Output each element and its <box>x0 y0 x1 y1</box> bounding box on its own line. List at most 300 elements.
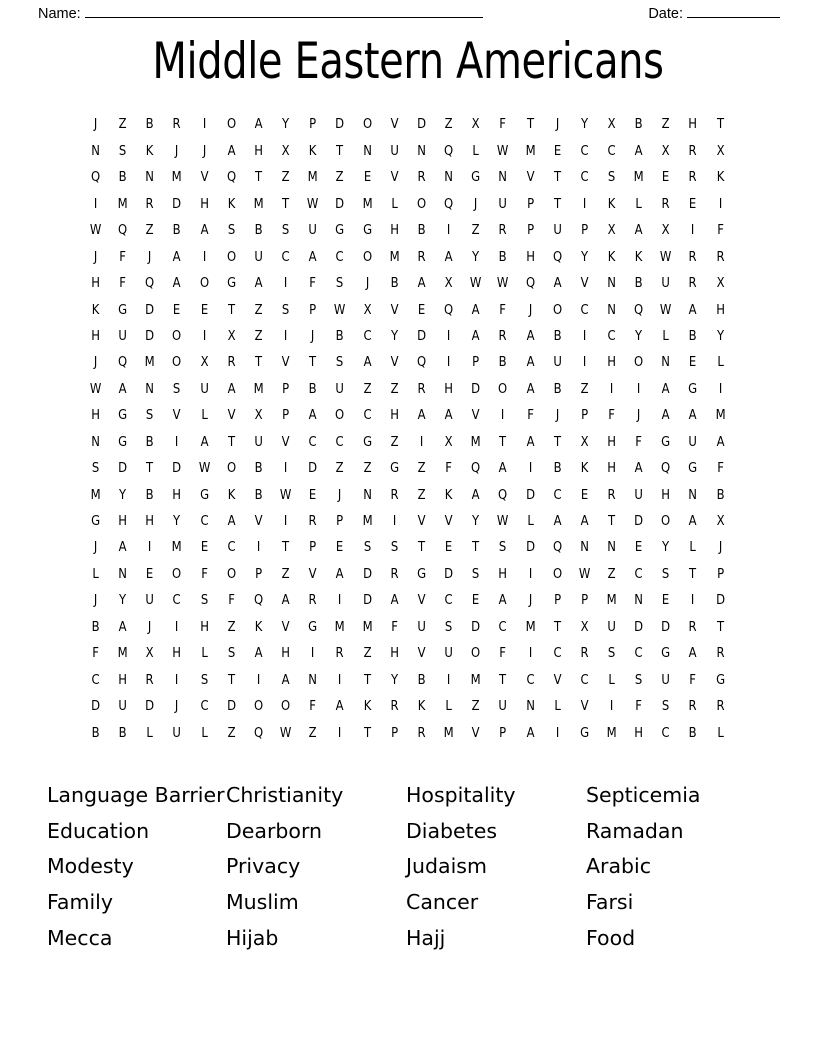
grid-cell[interactable]: E <box>553 142 561 159</box>
grid-cell[interactable]: R <box>716 645 725 662</box>
grid-cell[interactable]: J <box>528 592 532 609</box>
grid-cell[interactable]: M <box>117 195 128 212</box>
grid-cell[interactable]: M <box>715 407 726 424</box>
grid-cell[interactable]: R <box>688 275 698 292</box>
grid-cell[interactable]: I <box>555 724 559 741</box>
grid-cell[interactable]: D <box>145 698 155 715</box>
grid-cell[interactable]: B <box>390 275 399 292</box>
grid-cell[interactable]: E <box>417 301 426 318</box>
grid-cell[interactable]: R <box>308 592 317 609</box>
grid-cell[interactable]: X <box>471 116 480 133</box>
grid-cell[interactable]: J <box>718 539 722 556</box>
grid-cell[interactable]: F <box>309 275 317 292</box>
grid-cell[interactable]: T <box>553 433 561 450</box>
grid-cell[interactable]: G <box>308 618 318 635</box>
grid-cell[interactable]: A <box>634 142 643 159</box>
grid-cell[interactable]: K <box>91 301 100 318</box>
grid-cell[interactable]: G <box>199 486 209 503</box>
grid-cell[interactable]: E <box>200 539 208 556</box>
grid-cell[interactable]: Y <box>580 248 588 265</box>
grid-cell[interactable]: V <box>308 565 317 582</box>
grid-cell[interactable]: X <box>281 142 290 159</box>
word-list-item[interactable]: Food <box>586 926 636 951</box>
grid-cell[interactable]: N <box>607 539 616 556</box>
grid-cell[interactable]: T <box>227 433 235 450</box>
word-list-item[interactable]: Language Barrier <box>47 782 225 807</box>
grid-cell[interactable]: W <box>497 513 509 530</box>
grid-cell[interactable]: O <box>552 565 562 582</box>
grid-cell[interactable]: Q <box>253 592 264 609</box>
grid-cell[interactable]: J <box>93 592 98 609</box>
grid-cell[interactable]: K <box>417 698 426 715</box>
grid-cell[interactable]: U <box>444 645 453 662</box>
grid-cell[interactable]: K <box>227 195 236 212</box>
grid-cell[interactable]: S <box>390 539 398 556</box>
grid-cell[interactable]: R <box>227 354 236 371</box>
grid-cell[interactable]: J <box>175 142 179 159</box>
grid-cell[interactable]: I <box>311 645 315 662</box>
grid-cell[interactable]: W <box>89 222 102 239</box>
grid-cell[interactable]: Q <box>661 460 671 477</box>
grid-cell[interactable]: F <box>635 433 643 450</box>
grid-cell[interactable]: P <box>309 301 317 318</box>
grid-cell[interactable]: Z <box>308 724 317 741</box>
grid-cell[interactable]: V <box>444 513 453 530</box>
word-list-item[interactable]: Arabic <box>586 854 651 879</box>
grid-cell[interactable]: I <box>446 327 451 344</box>
grid-cell[interactable]: B <box>173 222 182 239</box>
grid-cell[interactable]: D <box>416 116 426 133</box>
grid-cell[interactable]: M <box>525 142 536 159</box>
grid-cell[interactable]: S <box>227 645 236 662</box>
grid-cell[interactable]: Y <box>390 671 398 688</box>
grid-cell[interactable]: G <box>118 407 128 424</box>
grid-cell[interactable]: P <box>580 592 588 609</box>
grid-cell[interactable]: W <box>279 486 292 503</box>
grid-cell[interactable]: K <box>444 486 453 503</box>
grid-cell[interactable]: A <box>498 592 507 609</box>
grid-cell[interactable]: Z <box>471 222 480 239</box>
grid-cell[interactable]: H <box>199 195 209 212</box>
grid-cell[interactable]: A <box>254 116 263 133</box>
grid-cell[interactable]: U <box>634 486 643 503</box>
grid-cell[interactable]: H <box>607 433 616 450</box>
grid-cell[interactable]: M <box>172 169 183 186</box>
grid-cell[interactable]: B <box>634 116 643 133</box>
grid-cell[interactable]: F <box>119 248 127 265</box>
grid-cell[interactable]: A <box>689 301 697 318</box>
grid-cell[interactable]: V <box>281 433 290 450</box>
grid-cell[interactable]: P <box>553 592 561 609</box>
grid-cell[interactable]: A <box>281 592 290 609</box>
grid-cell[interactable]: U <box>118 327 127 344</box>
grid-cell[interactable]: R <box>417 169 426 186</box>
grid-cell[interactable]: P <box>580 407 588 424</box>
grid-cell[interactable]: A <box>200 433 209 450</box>
grid-cell[interactable]: T <box>363 724 371 741</box>
grid-cell[interactable]: A <box>308 248 317 265</box>
grid-cell[interactable]: Q <box>118 222 128 239</box>
grid-cell[interactable]: N <box>362 142 372 159</box>
grid-cell[interactable]: U <box>199 380 209 397</box>
grid-cell[interactable]: J <box>365 275 369 292</box>
grid-cell[interactable]: C <box>335 248 345 265</box>
grid-cell[interactable]: C <box>363 407 372 424</box>
grid-cell[interactable]: Y <box>662 539 670 556</box>
grid-cell[interactable]: R <box>607 486 616 503</box>
grid-cell[interactable]: R <box>688 618 698 635</box>
grid-cell[interactable]: S <box>146 407 154 424</box>
grid-cell[interactable]: M <box>362 618 373 635</box>
grid-cell[interactable]: F <box>499 301 507 318</box>
grid-cell[interactable]: B <box>145 433 154 450</box>
grid-cell[interactable]: M <box>144 354 155 371</box>
grid-cell[interactable]: A <box>471 486 480 503</box>
grid-cell[interactable]: F <box>499 645 507 662</box>
grid-cell[interactable]: T <box>553 169 561 186</box>
grid-cell[interactable]: P <box>282 407 290 424</box>
grid-cell[interactable]: B <box>145 486 154 503</box>
grid-cell[interactable]: Y <box>635 327 643 344</box>
grid-cell[interactable]: C <box>227 539 236 556</box>
grid-cell[interactable]: M <box>633 169 644 186</box>
grid-cell[interactable]: P <box>282 380 290 397</box>
grid-cell[interactable]: S <box>91 460 100 477</box>
grid-cell[interactable]: A <box>444 407 453 424</box>
grid-cell[interactable]: G <box>362 222 372 239</box>
grid-cell[interactable]: U <box>118 698 127 715</box>
grid-cell[interactable]: J <box>474 195 478 212</box>
grid-cell[interactable]: I <box>582 354 587 371</box>
grid-cell[interactable]: Y <box>472 513 480 530</box>
grid-cell[interactable]: A <box>526 354 535 371</box>
grid-cell[interactable]: D <box>335 116 345 133</box>
grid-cell[interactable]: E <box>363 169 371 186</box>
grid-cell[interactable]: R <box>417 380 426 397</box>
grid-cell[interactable]: J <box>555 407 559 424</box>
grid-cell[interactable]: M <box>172 539 183 556</box>
grid-cell[interactable]: V <box>173 407 182 424</box>
grid-cell[interactable]: D <box>634 513 644 530</box>
grid-cell[interactable]: I <box>718 380 722 397</box>
grid-cell[interactable]: L <box>526 513 534 530</box>
grid-cell[interactable]: C <box>634 565 643 582</box>
grid-cell[interactable]: J <box>338 486 342 503</box>
grid-cell[interactable]: R <box>308 513 317 530</box>
grid-cell[interactable]: J <box>311 327 315 344</box>
grid-cell[interactable]: E <box>580 486 589 503</box>
grid-cell[interactable]: M <box>606 724 617 741</box>
grid-cell[interactable]: Z <box>363 380 372 397</box>
grid-cell[interactable]: T <box>254 169 263 186</box>
grid-cell[interactable]: C <box>580 301 589 318</box>
grid-cell[interactable]: L <box>391 195 398 212</box>
grid-cell[interactable]: R <box>661 195 670 212</box>
grid-cell[interactable]: R <box>390 565 399 582</box>
word-list-item[interactable]: Ramadan <box>586 818 684 843</box>
grid-cell[interactable]: O <box>661 513 671 530</box>
grid-cell[interactable]: G <box>118 433 128 450</box>
grid-cell[interactable]: P <box>309 116 317 133</box>
grid-cell[interactable]: E <box>146 565 154 582</box>
grid-cell[interactable]: H <box>172 645 182 662</box>
grid-cell[interactable]: F <box>309 698 317 715</box>
grid-cell[interactable]: D <box>444 565 454 582</box>
grid-cell[interactable]: U <box>688 433 698 450</box>
grid-cell[interactable]: Y <box>173 513 181 530</box>
grid-cell[interactable]: J <box>93 354 98 371</box>
grid-cell[interactable]: V <box>580 698 589 715</box>
grid-cell[interactable]: G <box>715 671 725 688</box>
grid-cell[interactable]: I <box>202 248 206 265</box>
grid-cell[interactable]: A <box>661 407 670 424</box>
grid-cell[interactable]: A <box>526 380 535 397</box>
grid-cell[interactable]: B <box>498 354 507 371</box>
grid-cell[interactable]: L <box>716 724 724 741</box>
grid-cell[interactable]: T <box>282 195 290 212</box>
grid-cell[interactable]: F <box>608 407 615 424</box>
grid-cell[interactable]: M <box>307 169 318 186</box>
grid-cell[interactable]: Z <box>227 618 236 635</box>
grid-cell[interactable]: B <box>335 327 344 344</box>
grid-cell[interactable]: F <box>526 407 534 424</box>
grid-cell[interactable]: D <box>308 460 318 477</box>
grid-cell[interactable]: T <box>227 671 235 688</box>
word-list-item[interactable]: Mecca <box>47 926 113 951</box>
grid-cell[interactable]: N <box>661 354 671 371</box>
grid-cell[interactable]: Z <box>254 327 263 344</box>
grid-cell[interactable]: O <box>226 460 236 477</box>
grid-cell[interactable]: X <box>716 513 725 530</box>
grid-cell[interactable]: Y <box>282 116 290 133</box>
grid-cell[interactable]: A <box>526 327 535 344</box>
grid-cell[interactable]: H <box>607 460 616 477</box>
grid-cell[interactable]: T <box>309 354 317 371</box>
date-write-line[interactable] <box>687 6 780 18</box>
grid-cell[interactable]: G <box>661 433 671 450</box>
grid-cell[interactable]: O <box>634 354 644 371</box>
grid-cell[interactable]: D <box>362 565 372 582</box>
grid-cell[interactable]: U <box>308 222 318 239</box>
grid-cell[interactable]: H <box>281 645 291 662</box>
grid-cell[interactable]: S <box>662 565 670 582</box>
grid-cell[interactable]: V <box>471 407 480 424</box>
grid-cell[interactable]: S <box>281 222 290 239</box>
grid-cell[interactable]: J <box>202 142 206 159</box>
grid-cell[interactable]: E <box>336 539 344 556</box>
grid-cell[interactable]: E <box>444 539 453 556</box>
grid-cell[interactable]: M <box>253 195 264 212</box>
grid-cell[interactable]: W <box>660 301 672 318</box>
grid-cell[interactable]: D <box>226 698 236 715</box>
grid-cell[interactable]: Q <box>444 142 454 159</box>
grid-cell[interactable]: U <box>172 724 182 741</box>
grid-cell[interactable]: F <box>499 116 507 133</box>
grid-cell[interactable]: I <box>446 671 451 688</box>
grid-cell[interactable]: B <box>308 380 317 397</box>
grid-cell[interactable]: X <box>716 275 725 292</box>
grid-cell[interactable]: L <box>689 539 697 556</box>
grid-cell[interactable]: D <box>118 460 128 477</box>
grid-cell[interactable]: S <box>336 354 344 371</box>
grid-cell[interactable]: O <box>552 301 562 318</box>
grid-cell[interactable]: D <box>335 195 345 212</box>
grid-cell[interactable]: B <box>553 380 562 397</box>
grid-cell[interactable]: K <box>607 248 616 265</box>
grid-cell[interactable]: B <box>91 724 100 741</box>
grid-cell[interactable]: V <box>580 275 589 292</box>
grid-cell[interactable]: R <box>145 671 154 688</box>
grid-cell[interactable]: C <box>607 142 616 159</box>
grid-cell[interactable]: A <box>689 407 697 424</box>
grid-cell[interactable]: O <box>226 116 236 133</box>
grid-cell[interactable]: F <box>119 275 127 292</box>
grid-cell[interactable]: S <box>662 698 670 715</box>
grid-cell[interactable]: I <box>582 195 587 212</box>
grid-cell[interactable]: H <box>389 222 399 239</box>
grid-cell[interactable]: N <box>362 486 372 503</box>
grid-cell[interactable]: H <box>145 513 155 530</box>
grid-cell[interactable]: G <box>688 380 698 397</box>
grid-cell[interactable]: D <box>715 592 725 609</box>
grid-cell[interactable]: H <box>91 407 100 424</box>
grid-cell[interactable]: Q <box>145 275 155 292</box>
grid-cell[interactable]: T <box>553 195 561 212</box>
grid-cell[interactable]: C <box>498 618 507 635</box>
grid-cell[interactable]: U <box>661 671 671 688</box>
grid-cell[interactable]: G <box>118 301 128 318</box>
grid-cell[interactable]: A <box>390 592 399 609</box>
grid-cell[interactable]: O <box>498 380 508 397</box>
grid-cell[interactable]: A <box>526 433 535 450</box>
grid-cell[interactable]: H <box>91 327 100 344</box>
word-list-item[interactable]: Family <box>47 890 113 915</box>
grid-cell[interactable]: J <box>528 301 532 318</box>
grid-cell[interactable]: L <box>662 327 670 344</box>
grid-cell[interactable]: Z <box>580 380 589 397</box>
grid-cell[interactable]: C <box>308 433 317 450</box>
grid-cell[interactable]: A <box>118 539 127 556</box>
grid-cell[interactable]: E <box>689 195 697 212</box>
grid-cell[interactable]: I <box>636 380 641 397</box>
grid-cell[interactable]: N <box>91 433 100 450</box>
grid-cell[interactable]: N <box>308 671 318 688</box>
grid-cell[interactable]: X <box>607 222 616 239</box>
grid-cell[interactable]: B <box>689 327 697 344</box>
grid-cell[interactable]: S <box>444 618 453 635</box>
grid-cell[interactable]: V <box>390 354 399 371</box>
grid-cell[interactable]: J <box>636 407 641 424</box>
grid-cell[interactable]: V <box>390 301 399 318</box>
grid-cell[interactable]: C <box>172 592 182 609</box>
grid-cell[interactable]: Z <box>336 169 344 186</box>
word-list-item[interactable]: Dearborn <box>226 818 323 843</box>
grid-cell[interactable]: U <box>145 592 155 609</box>
grid-cell[interactable]: Z <box>145 222 154 239</box>
grid-cell[interactable]: L <box>716 354 724 371</box>
grid-cell[interactable]: J <box>555 116 559 133</box>
grid-cell[interactable]: D <box>172 195 182 212</box>
grid-cell[interactable]: T <box>146 460 154 477</box>
grid-cell[interactable]: S <box>119 142 127 159</box>
word-list-item[interactable]: Privacy <box>226 854 301 879</box>
grid-cell[interactable]: J <box>93 248 98 265</box>
grid-cell[interactable]: Z <box>254 301 263 318</box>
grid-cell[interactable]: W <box>578 565 591 582</box>
grid-cell[interactable]: O <box>226 248 236 265</box>
grid-cell[interactable]: F <box>445 460 452 477</box>
grid-cell[interactable]: I <box>175 433 179 450</box>
grid-cell[interactable]: J <box>175 698 179 715</box>
grid-cell[interactable]: Y <box>390 327 398 344</box>
grid-cell[interactable]: T <box>363 671 371 688</box>
grid-cell[interactable]: I <box>528 460 532 477</box>
grid-cell[interactable]: B <box>118 169 127 186</box>
grid-cell[interactable]: J <box>93 116 98 133</box>
grid-cell[interactable]: I <box>202 116 206 133</box>
grid-cell[interactable]: R <box>716 248 725 265</box>
grid-cell[interactable]: V <box>390 169 399 186</box>
grid-cell[interactable]: W <box>497 142 509 159</box>
grid-cell[interactable]: C <box>444 592 453 609</box>
grid-cell[interactable]: N <box>688 486 698 503</box>
grid-cell[interactable]: N <box>607 301 616 318</box>
grid-cell[interactable]: Q <box>118 354 128 371</box>
grid-cell[interactable]: A <box>118 380 127 397</box>
grid-cell[interactable]: X <box>444 433 453 450</box>
grid-cell[interactable]: V <box>553 671 562 688</box>
grid-cell[interactable]: D <box>525 486 535 503</box>
grid-cell[interactable]: V <box>417 513 426 530</box>
grid-cell[interactable]: P <box>526 195 534 212</box>
grid-cell[interactable]: D <box>416 327 426 344</box>
grid-cell[interactable]: Q <box>416 354 427 371</box>
grid-cell[interactable]: K <box>146 142 154 159</box>
grid-cell[interactable]: F <box>92 645 99 662</box>
grid-cell[interactable]: W <box>89 380 102 397</box>
grid-cell[interactable]: N <box>417 142 426 159</box>
grid-cell[interactable]: H <box>199 618 209 635</box>
grid-cell[interactable]: N <box>498 169 508 186</box>
grid-cell[interactable]: S <box>200 592 208 609</box>
grid-cell[interactable]: O <box>335 407 345 424</box>
grid-cell[interactable]: R <box>390 698 399 715</box>
grid-cell[interactable]: N <box>607 275 616 292</box>
grid-cell[interactable]: H <box>118 513 128 530</box>
grid-cell[interactable]: B <box>417 671 426 688</box>
grid-cell[interactable]: T <box>336 142 344 159</box>
grid-cell[interactable]: R <box>390 486 399 503</box>
grid-cell[interactable]: A <box>227 380 236 397</box>
grid-cell[interactable]: E <box>635 539 643 556</box>
grid-cell[interactable]: M <box>470 433 481 450</box>
grid-cell[interactable]: M <box>334 618 345 635</box>
grid-cell[interactable]: C <box>200 698 209 715</box>
grid-cell[interactable]: W <box>497 275 509 292</box>
grid-cell[interactable]: W <box>198 460 210 477</box>
grid-cell[interactable]: O <box>253 698 264 715</box>
grid-cell[interactable]: T <box>282 539 290 556</box>
grid-cell[interactable]: P <box>472 354 480 371</box>
grid-cell[interactable]: X <box>661 222 670 239</box>
grid-cell[interactable]: X <box>227 327 236 344</box>
grid-cell[interactable]: O <box>281 698 291 715</box>
grid-cell[interactable]: I <box>283 513 288 530</box>
grid-cell[interactable]: M <box>117 645 128 662</box>
grid-cell[interactable]: L <box>146 724 154 741</box>
grid-cell[interactable]: U <box>254 433 263 450</box>
grid-cell[interactable]: A <box>689 645 697 662</box>
